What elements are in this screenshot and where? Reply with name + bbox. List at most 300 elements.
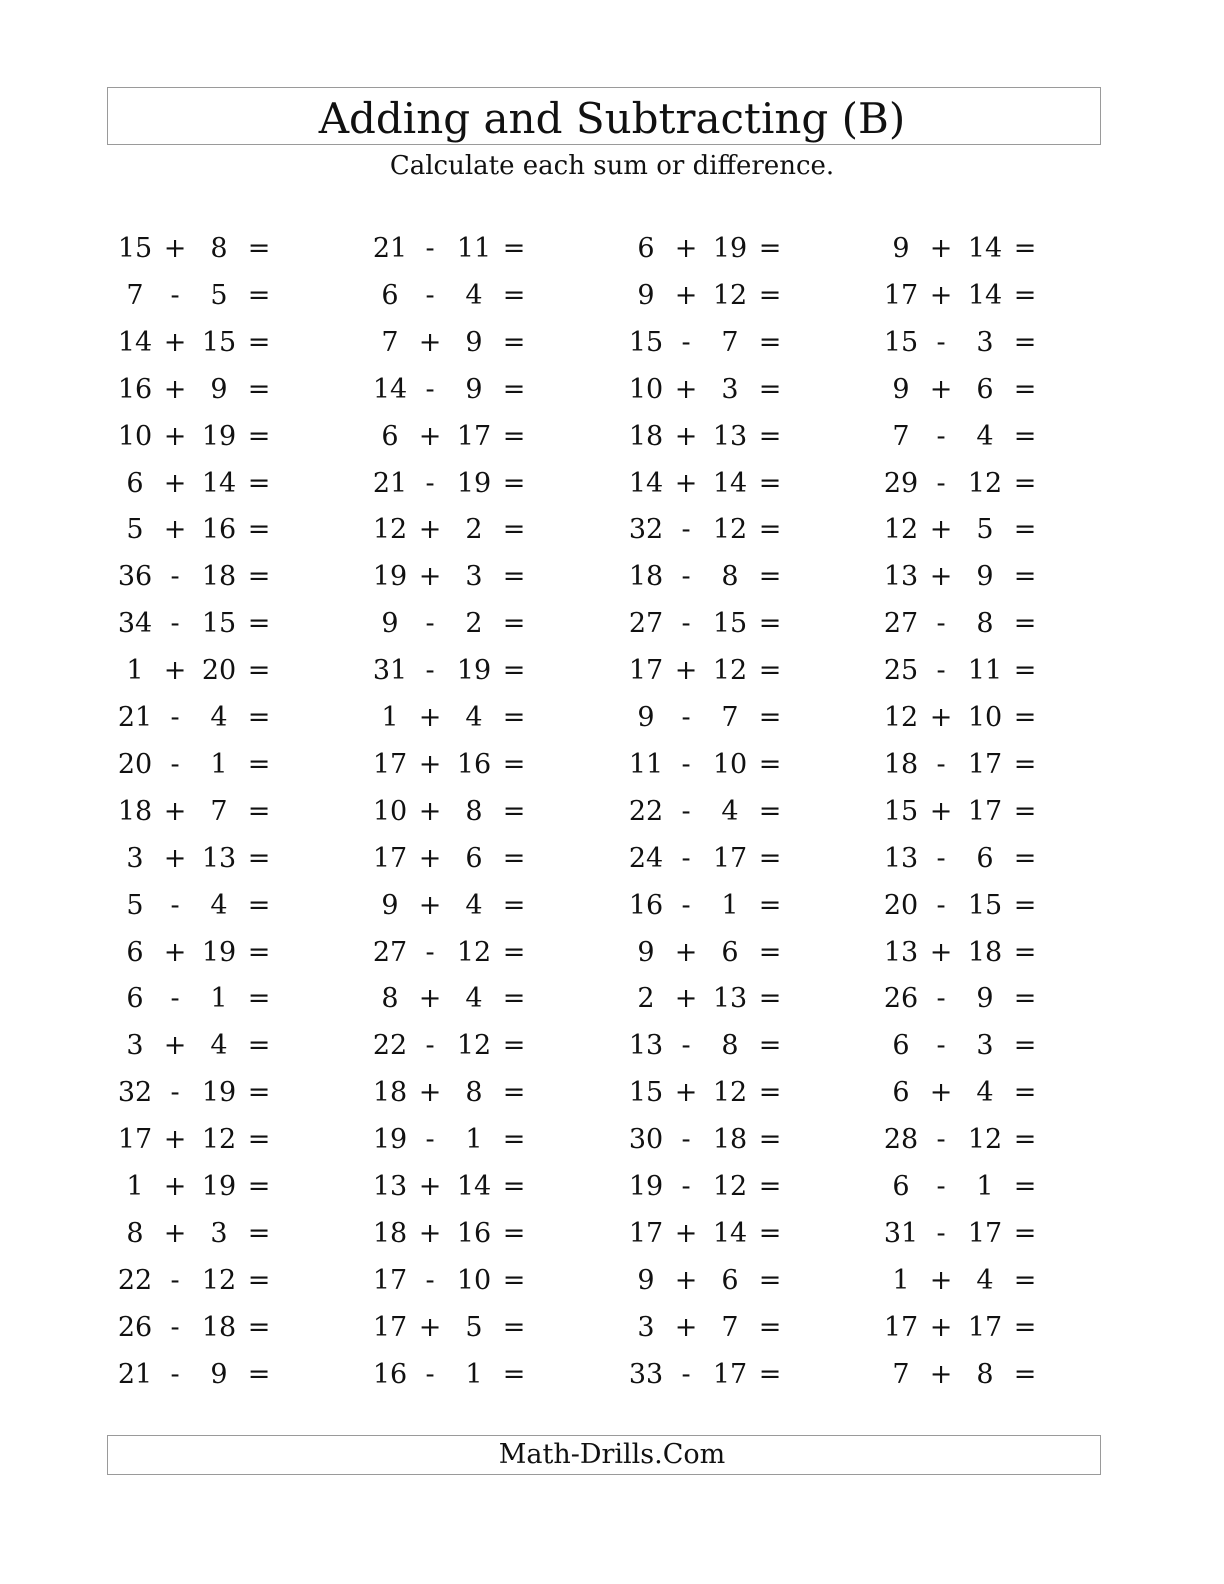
operand-b: 17 [712,842,748,874]
operand-b: 13 [201,842,237,874]
operator: + [674,279,698,311]
operand-a: 32 [628,514,664,546]
operand-b: 8 [721,1030,739,1062]
operator: + [418,561,442,593]
operand-b: 5 [976,514,994,546]
operator: + [929,795,953,827]
operator: - [936,420,946,452]
equals-sign: = [247,561,271,593]
operator: - [681,1124,691,1156]
equals-sign: = [502,795,526,827]
operand-a: 9 [381,889,399,921]
operator: + [674,373,698,405]
equals-sign: = [247,420,271,452]
equals-sign: = [1013,420,1037,452]
operand-a: 15 [883,795,919,827]
operand-a: 21 [117,702,153,733]
equals-sign: = [1013,1264,1037,1296]
operator: - [681,795,691,827]
operand-a: 12 [372,514,408,546]
problem-item [117,886,297,926]
operand-a: 13 [883,561,919,593]
operand-a: 31 [372,655,408,687]
operator: - [681,1358,691,1390]
operand-b: 1 [465,1358,483,1390]
operand-a: 5 [126,889,144,921]
problem-item [628,1308,808,1348]
problem-item [372,698,552,738]
operator: + [418,514,442,546]
operand-a: 20 [117,748,153,780]
problem-item [628,792,808,832]
problem-item [117,1026,297,1066]
operand-b: 1 [465,1124,483,1156]
problem-item [372,886,552,926]
equals-sign: = [247,936,271,968]
operand-a: 21 [372,467,408,499]
equals-sign: = [502,655,526,687]
equals-sign: = [758,514,782,546]
equals-sign: = [247,373,271,405]
operand-a: 16 [628,889,664,921]
operand-b: 14 [712,467,748,499]
operand-b: 12 [967,1124,1003,1156]
operator: - [936,1217,946,1249]
equals-sign: = [1013,748,1037,780]
equals-sign: = [247,1124,271,1156]
equals-sign: = [502,1124,526,1156]
operator: - [425,1358,435,1390]
operator: + [418,842,442,874]
operand-b: 12 [456,936,492,968]
operand-a: 6 [892,1077,910,1109]
operand-a: 6 [126,983,144,1015]
operator: - [681,702,691,733]
problem-item [883,1355,1063,1395]
operand-a: 25 [883,655,919,687]
operand-b: 14 [456,1171,492,1202]
operand-b: 19 [201,1077,237,1109]
equals-sign: = [758,420,782,452]
operand-b: 1 [976,1171,994,1202]
operator: - [170,1358,180,1390]
operand-b: 18 [201,1311,237,1343]
problem-item [372,1120,552,1160]
operand-b: 17 [967,1217,1003,1249]
operator: - [170,279,180,311]
operand-a: 6 [126,936,144,968]
problem-item [117,1308,297,1348]
operand-a: 22 [372,1030,408,1062]
operator: + [163,467,187,499]
equals-sign: = [758,1171,782,1202]
operand-a: 11 [628,748,664,780]
operand-a: 18 [372,1077,408,1109]
operand-a: 9 [637,702,655,733]
equals-sign: = [502,1217,526,1249]
operand-b: 12 [712,655,748,687]
operand-b: 9 [976,983,994,1015]
equals-sign: = [1013,561,1037,593]
operand-a: 1 [381,702,399,733]
problem-item [372,417,552,457]
operand-b: 12 [201,1124,237,1156]
problem-item [883,979,1063,1019]
operand-a: 15 [628,1077,664,1109]
operand-a: 20 [883,889,919,921]
equals-sign: = [1013,373,1037,405]
problem-item [372,229,552,269]
operand-b: 6 [976,842,994,874]
problem-item [883,604,1063,644]
equals-sign: = [247,514,271,546]
operand-a: 6 [637,233,655,264]
equals-sign: = [502,561,526,593]
equals-sign: = [758,983,782,1015]
operand-a: 24 [628,842,664,874]
operand-b: 19 [201,1171,237,1202]
operand-a: 32 [117,1077,153,1109]
operand-b: 8 [210,233,228,264]
operator: - [425,467,435,499]
operand-b: 8 [465,1077,483,1109]
operator: + [929,233,953,264]
equals-sign: = [758,1358,782,1390]
problem-item [117,370,297,410]
operand-a: 13 [628,1030,664,1062]
problem-item [883,557,1063,597]
operator: + [163,420,187,452]
problem-item [628,1073,808,1113]
equals-sign: = [502,702,526,733]
operand-b: 5 [465,1311,483,1343]
operand-a: 17 [117,1124,153,1156]
operand-a: 8 [126,1217,144,1249]
equals-sign: = [502,326,526,358]
operand-b: 3 [210,1217,228,1249]
operand-b: 3 [976,1030,994,1062]
equals-sign: = [758,748,782,780]
operand-a: 8 [381,983,399,1015]
operator: + [674,936,698,968]
operand-a: 6 [126,467,144,499]
equals-sign: = [1013,936,1037,968]
operand-a: 31 [883,1217,919,1249]
problem-item [117,464,297,504]
problem-item [628,933,808,973]
operator: - [170,702,180,733]
equals-sign: = [502,467,526,499]
operand-b: 15 [201,608,237,640]
operator: + [163,842,187,874]
equals-sign: = [502,748,526,780]
equals-sign: = [247,608,271,640]
equals-sign: = [758,889,782,921]
operand-b: 19 [456,655,492,687]
operand-a: 17 [628,655,664,687]
operator: - [170,983,180,1015]
equals-sign: = [1013,1217,1037,1249]
problem-item [117,1167,297,1207]
operand-a: 7 [892,420,910,452]
problem-item [628,1026,808,1066]
operand-a: 27 [628,608,664,640]
operator: - [425,233,435,264]
equals-sign: = [247,467,271,499]
operator: - [425,608,435,640]
operator: + [674,420,698,452]
operator: + [674,1217,698,1249]
equals-sign: = [1013,233,1037,264]
operator: - [936,1171,946,1202]
operand-a: 14 [117,326,153,358]
operand-b: 14 [967,233,1003,264]
operand-b: 16 [456,1217,492,1249]
operand-b: 2 [465,514,483,546]
operand-a: 9 [637,279,655,311]
operand-a: 26 [883,983,919,1015]
equals-sign: = [758,233,782,264]
problem-item [628,229,808,269]
operand-b: 1 [721,889,739,921]
operand-a: 10 [628,373,664,405]
operator: - [170,889,180,921]
problem-item [117,698,297,738]
operand-a: 1 [892,1264,910,1296]
operand-a: 15 [117,233,153,264]
problem-item [117,792,297,832]
operand-b: 9 [210,373,228,405]
equals-sign: = [758,936,782,968]
problem-item [628,886,808,926]
equals-sign: = [247,233,271,264]
operand-b: 10 [712,748,748,780]
problem-item [628,651,808,691]
operator: - [425,1030,435,1062]
operator: + [418,795,442,827]
problem-item [883,1308,1063,1348]
operand-b: 1 [210,983,228,1015]
operand-a: 7 [892,1358,910,1390]
problem-item [628,323,808,363]
operator: - [170,1311,180,1343]
problem-item [628,557,808,597]
operator: - [936,748,946,780]
operator: - [936,655,946,687]
operator: + [163,514,187,546]
equals-sign: = [1013,326,1037,358]
equals-sign: = [1013,702,1037,733]
operator: + [929,279,953,311]
equals-sign: = [758,702,782,733]
operand-a: 15 [883,326,919,358]
operand-a: 9 [892,373,910,405]
operand-b: 8 [976,1358,994,1390]
equals-sign: = [758,467,782,499]
operand-a: 15 [628,326,664,358]
problem-item [117,1073,297,1113]
operator: - [170,748,180,780]
operand-a: 18 [628,420,664,452]
operand-b: 12 [712,514,748,546]
equals-sign: = [502,373,526,405]
problem-item [117,229,297,269]
problem-item [883,417,1063,457]
problem-item [883,698,1063,738]
problem-item [628,1261,808,1301]
operator: + [674,467,698,499]
operand-b: 15 [967,889,1003,921]
operand-a: 27 [372,936,408,968]
operand-a: 9 [637,936,655,968]
operator: + [674,655,698,687]
operand-b: 18 [967,936,1003,968]
equals-sign: = [502,1358,526,1390]
operand-b: 8 [721,561,739,593]
operand-a: 6 [892,1171,910,1202]
problem-item [628,464,808,504]
equals-sign: = [247,983,271,1015]
operand-b: 4 [210,702,228,733]
operand-b: 5 [210,279,228,311]
problem-item [117,651,297,691]
operand-a: 7 [126,279,144,311]
operator: + [418,1217,442,1249]
operand-b: 4 [976,1077,994,1109]
operand-b: 4 [210,1030,228,1062]
equals-sign: = [1013,514,1037,546]
equals-sign: = [1013,279,1037,311]
operator: + [674,1311,698,1343]
problem-item [372,557,552,597]
operand-a: 10 [372,795,408,827]
operand-b: 6 [721,1264,739,1296]
problem-item [117,1120,297,1160]
operand-b: 4 [465,889,483,921]
operand-b: 9 [465,326,483,358]
problem-item [883,464,1063,504]
equals-sign: = [1013,1171,1037,1202]
problem-item [883,1120,1063,1160]
problem-item [372,1308,552,1348]
problem-item [883,839,1063,879]
operand-a: 28 [883,1124,919,1156]
problem-item [628,417,808,457]
operand-a: 17 [628,1217,664,1249]
equals-sign: = [247,326,271,358]
operand-b: 7 [721,702,739,733]
operand-a: 14 [628,467,664,499]
problem-item [883,510,1063,550]
operand-b: 12 [712,1077,748,1109]
operand-a: 9 [381,608,399,640]
operator: - [681,608,691,640]
problem-item [883,1167,1063,1207]
operand-b: 4 [465,702,483,733]
problem-item [883,276,1063,316]
operand-b: 16 [456,748,492,780]
operator: - [425,1124,435,1156]
equals-sign: = [1013,467,1037,499]
equals-sign: = [502,233,526,264]
equals-sign: = [247,842,271,874]
operand-b: 9 [465,373,483,405]
operand-b: 3 [976,326,994,358]
equals-sign: = [502,889,526,921]
operand-b: 19 [456,467,492,499]
operand-a: 13 [372,1171,408,1202]
equals-sign: = [1013,983,1037,1015]
operand-b: 12 [967,467,1003,499]
equals-sign: = [758,655,782,687]
operator: + [929,514,953,546]
problem-item [628,370,808,410]
operator: + [418,702,442,733]
operand-b: 19 [201,936,237,968]
operand-a: 21 [117,1358,153,1390]
operand-b: 8 [465,795,483,827]
operator: + [418,1311,442,1343]
problem-item [372,1261,552,1301]
problem-item [883,1214,1063,1254]
problem-item [372,276,552,316]
operand-b: 8 [976,608,994,640]
operand-a: 12 [883,514,919,546]
operand-a: 13 [883,936,919,968]
equals-sign: = [1013,842,1037,874]
operand-a: 9 [637,1264,655,1296]
operator: + [418,748,442,780]
operand-b: 4 [465,983,483,1015]
operator: + [163,326,187,358]
problem-item [372,792,552,832]
operator: + [163,373,187,405]
equals-sign: = [758,1264,782,1296]
problem-item [117,510,297,550]
operator: + [418,420,442,452]
equals-sign: = [502,936,526,968]
problem-item [372,1073,552,1113]
operator: + [418,1077,442,1109]
operator: - [936,1030,946,1062]
equals-sign: = [502,983,526,1015]
operand-a: 7 [381,326,399,358]
operand-a: 17 [372,1264,408,1296]
operand-b: 19 [712,233,748,264]
operand-a: 2 [637,983,655,1015]
problem-item [883,229,1063,269]
equals-sign: = [247,1311,271,1343]
equals-sign: = [502,1311,526,1343]
operand-a: 5 [126,514,144,546]
operator: - [936,608,946,640]
problem-item [117,557,297,597]
operator: - [425,1264,435,1296]
operand-b: 6 [721,936,739,968]
operand-b: 17 [456,420,492,452]
operand-b: 10 [456,1264,492,1296]
problem-item [883,370,1063,410]
operator: + [674,1264,698,1296]
problem-item [117,979,297,1019]
problem-item [372,651,552,691]
problem-item [883,323,1063,363]
problem-item [372,604,552,644]
equals-sign: = [758,1077,782,1109]
operator: - [425,936,435,968]
operand-b: 3 [721,373,739,405]
equals-sign: = [247,1358,271,1390]
